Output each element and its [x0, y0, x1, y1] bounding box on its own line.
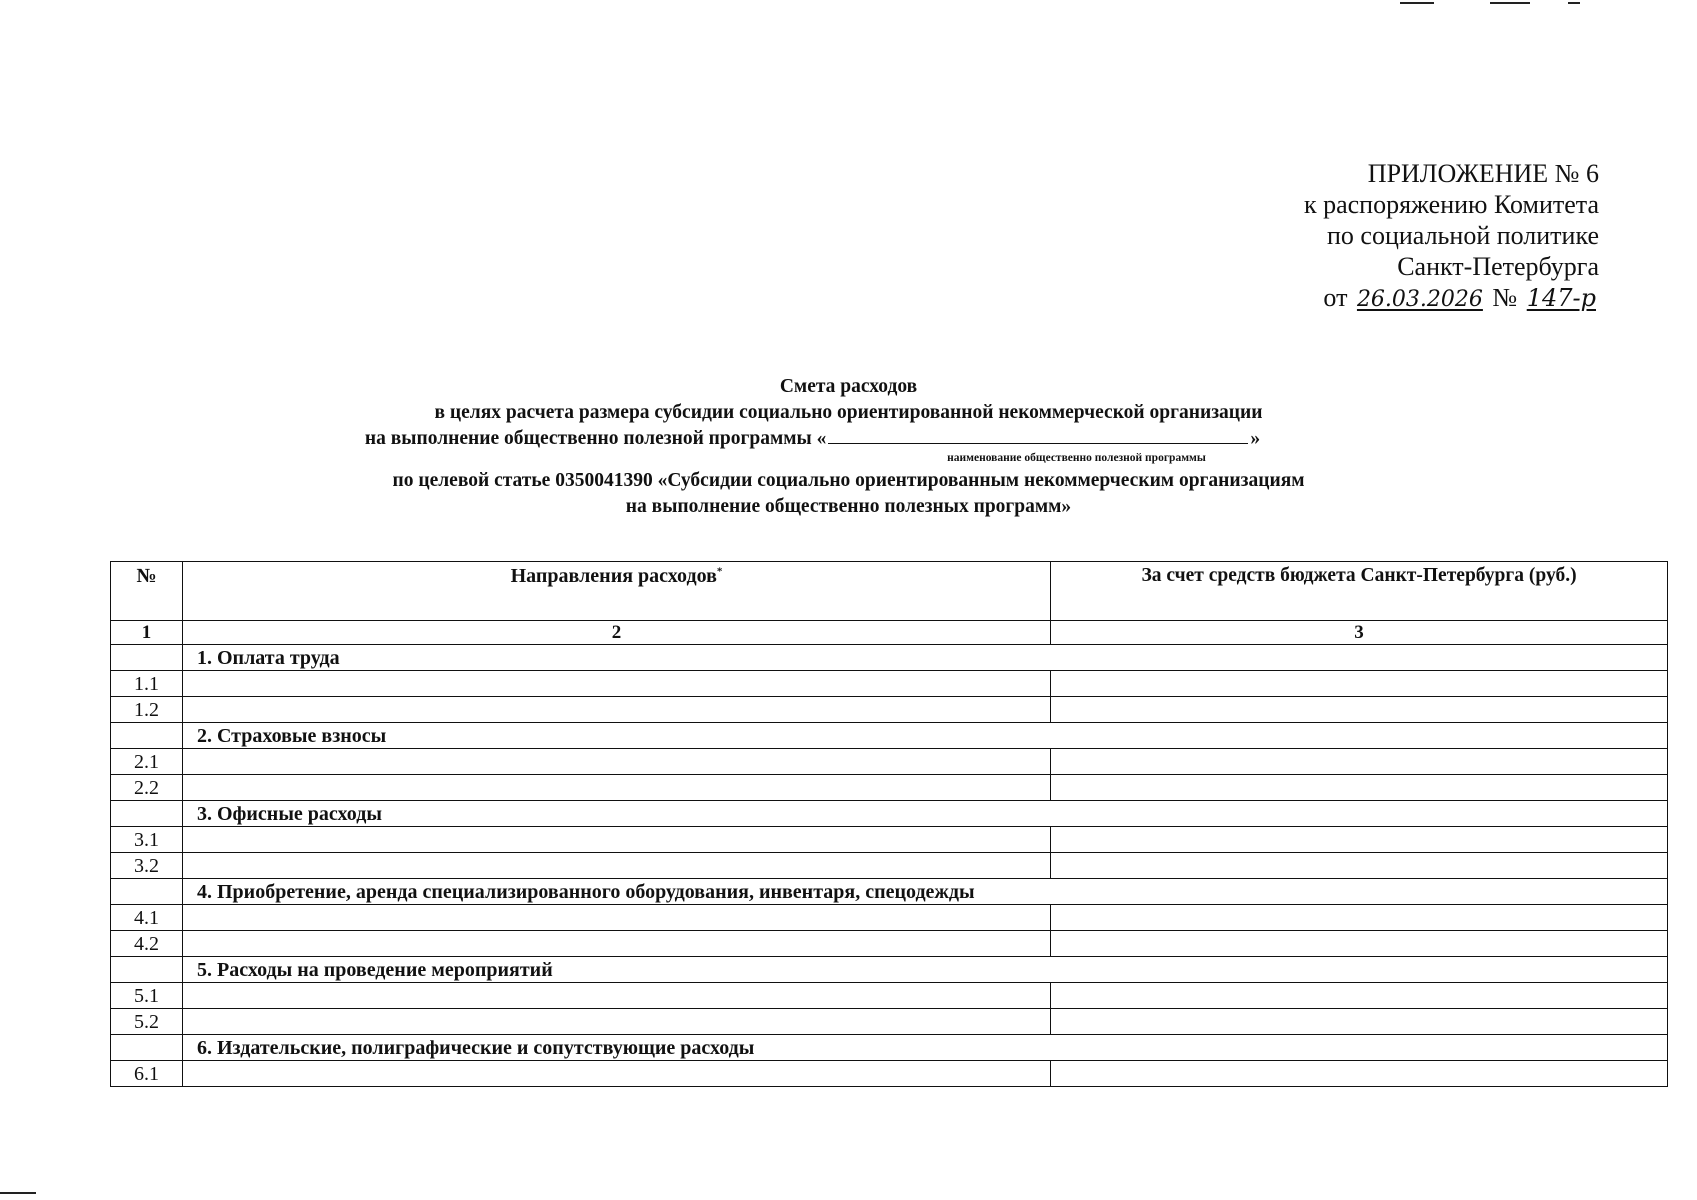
section-label: 1. Оплата труда	[183, 645, 1668, 671]
item-amount-cell[interactable]	[1051, 853, 1668, 879]
column-number: 2	[183, 621, 1051, 645]
item-number: 6.1	[111, 1061, 183, 1087]
appendix-line-3: Санкт-Петербурга	[1397, 252, 1599, 281]
item-number: 1.1	[111, 671, 183, 697]
item-number: 4.2	[111, 931, 183, 957]
section-num-cell	[111, 723, 183, 749]
number-prefix: №	[1492, 283, 1518, 312]
item-direction-cell[interactable]	[183, 775, 1051, 801]
item-amount-cell[interactable]	[1051, 905, 1668, 931]
handwritten-date: 26.03.2026	[1356, 287, 1483, 312]
section-row	[111, 957, 1668, 983]
item-number: 4.1	[111, 905, 183, 931]
item-direction-cell[interactable]	[183, 1009, 1051, 1035]
handwritten-number: 147-р	[1526, 284, 1596, 312]
item-amount-cell[interactable]	[1051, 1061, 1668, 1087]
item-direction-cell[interactable]	[183, 749, 1051, 775]
date-prefix: от	[1323, 283, 1348, 312]
item-amount-cell[interactable]	[1051, 775, 1668, 801]
item-amount-cell[interactable]	[1051, 671, 1668, 697]
table-row	[111, 775, 1668, 801]
item-number: 5.2	[111, 1009, 183, 1035]
appendix-title: ПРИЛОЖЕНИЕ № 6	[1367, 159, 1599, 188]
item-direction-cell[interactable]	[183, 931, 1051, 957]
article-line-2: на выполнение общественно полезных программ»	[625, 496, 1072, 517]
table-row	[111, 671, 1668, 697]
article-line-1: по целевой статье 0350041390 «Субсидии социально ориентированным некоммерческим организациям	[392, 470, 1305, 491]
item-number: 3.1	[111, 827, 183, 853]
section-row	[111, 801, 1668, 827]
item-number: 2.1	[111, 749, 183, 775]
appendix-header	[1079, 158, 1599, 315]
item-amount-cell[interactable]	[1051, 983, 1668, 1009]
header-budget: За счет средств бюджета Санкт-Петербурга (руб.)	[1051, 562, 1668, 621]
table-row	[111, 905, 1668, 931]
section-label: 3. Офисные расходы	[183, 801, 1668, 827]
section-label: 2. Страховые взносы	[183, 723, 1668, 749]
expense-table	[110, 561, 1668, 1087]
item-number: 5.1	[111, 983, 183, 1009]
section-num-cell	[111, 1035, 183, 1061]
item-direction-cell[interactable]	[183, 671, 1051, 697]
item-direction-cell[interactable]	[183, 697, 1051, 723]
scan-edge-marks	[1400, 0, 1600, 8]
item-direction-cell[interactable]	[183, 827, 1051, 853]
item-number: 3.2	[111, 853, 183, 879]
document-heading: Смета расходов	[779, 376, 918, 397]
item-amount-cell[interactable]	[1051, 827, 1668, 853]
table-row	[111, 853, 1668, 879]
item-direction-cell[interactable]	[183, 983, 1051, 1009]
table-row	[111, 1061, 1668, 1087]
header-direction	[183, 562, 1051, 621]
table-row	[111, 983, 1668, 1009]
appendix-reference	[1079, 282, 1599, 315]
table-header-row	[111, 562, 1668, 621]
item-direction-cell[interactable]	[183, 853, 1051, 879]
section-row	[111, 879, 1668, 905]
program-caption: наименование общественно полезной программы	[947, 452, 1206, 464]
document-purpose: в целях расчета размера субсидии социально ориентированной некоммерческой организации	[434, 402, 1263, 423]
header-direction-label: Направления расходов	[510, 565, 717, 587]
program-prefix: на выполнение общественно полезной программы «	[364, 428, 827, 449]
scan-corner-mark	[0, 1190, 60, 1196]
section-label: 6. Издательские, полиграфические и сопутствующие расходы	[183, 1035, 1668, 1061]
section-label: 4. Приобретение, аренда специализированного оборудования, инвентаря, спецодежды	[183, 879, 1668, 905]
document-title-block	[0, 374, 1697, 520]
section-row	[111, 1035, 1668, 1061]
item-number: 2.2	[111, 775, 183, 801]
item-direction-cell[interactable]	[183, 1061, 1051, 1087]
section-row	[111, 645, 1668, 671]
item-number: 1.2	[111, 697, 183, 723]
column-number: 1	[111, 621, 183, 645]
appendix-line-1: к распоряжению Комитета	[1303, 190, 1599, 219]
section-label: 5. Расходы на проведение мероприятий	[183, 957, 1668, 983]
table-row	[111, 827, 1668, 853]
column-number: 3	[1051, 621, 1668, 645]
section-num-cell	[111, 801, 183, 827]
header-direction-footnote-mark: *	[716, 565, 723, 578]
section-num-cell	[111, 645, 183, 671]
item-direction-cell[interactable]	[183, 905, 1051, 931]
section-num-cell	[111, 879, 183, 905]
program-line	[0, 426, 1661, 452]
item-amount-cell[interactable]	[1051, 1009, 1668, 1035]
table-row	[111, 1009, 1668, 1035]
item-amount-cell[interactable]	[1051, 931, 1668, 957]
table-row	[111, 697, 1668, 723]
item-amount-cell[interactable]	[1051, 749, 1668, 775]
table-row	[111, 749, 1668, 775]
column-number-row	[111, 621, 1668, 645]
section-num-cell	[111, 957, 183, 983]
appendix-line-2: по социальной политике	[1327, 221, 1599, 250]
table-row	[111, 931, 1668, 957]
program-name-blank	[828, 429, 1248, 444]
section-row	[111, 723, 1668, 749]
header-num: №	[111, 562, 183, 621]
item-amount-cell[interactable]	[1051, 697, 1668, 723]
program-suffix: »	[1250, 428, 1261, 449]
